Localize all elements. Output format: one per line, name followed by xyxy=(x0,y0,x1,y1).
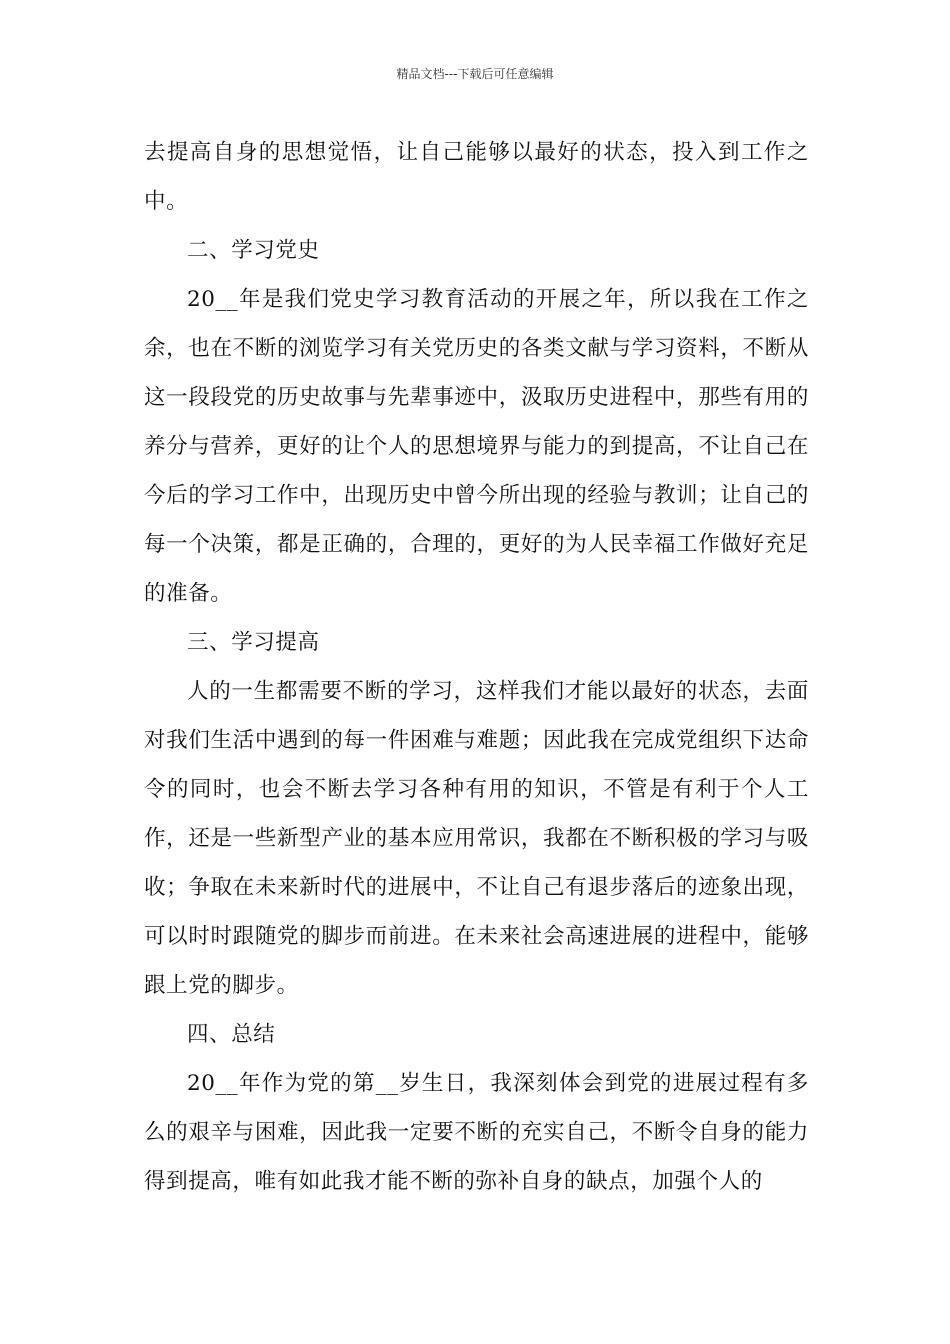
page-header: 精品文档---下载后可任意编辑 xyxy=(396,67,554,81)
paragraph-continuation: 去提高自身的思想觉悟，让自己能够以最好的状态，投入到工作之中。 xyxy=(144,140,809,214)
section-heading-3: 三、学习提高 xyxy=(187,630,320,655)
section-heading-4: 四、总结 xyxy=(187,1022,276,1047)
paragraph-study-improve: 人的一生都需要不断的学习，这样我们才能以最好的状态，去面对我们生活中遇到的每一件困难与难题；因此我在完成党组织下达命令的同时，也会不断去学习各种有用的知识，不管是有利于个人工作，还是一些新型产业的基本应用常识，我都在不断积极的学习与吸收；争取在未来新时代的进展中，不让自己有退步落后的迹象出现，可以时时跟随党的脚步而前进。在未来社会高速进展的进程中，能够跟上党的脚步。 xyxy=(144,679,809,998)
paragraph-party-history: 20__年是我们党史学习教育活动的开展之年，所以我在工作之余，也在不断的浏览学习有关党历史的各类文献与学习资料，不断从这一段段党的历史故事与先辈事迹中，汲取历史进程中，那些有用的养分与营养，更好的让个人的思想境界与能力的到提高，不让自己在今后的学习工作中，出现历史中曾今所出现的经验与教训；让自己的每一个决策，都是正确的，合理的，更好的为人民幸福工作做好充足的准备。 xyxy=(144,287,809,606)
paragraph-summary: 20__年作为党的第__岁生日，我深刻体会到党的进展过程有多么的艰辛与困难，因此我一定要不断的充实自己，不断令自身的能力得到提高，唯有如此我才能不断的弥补自身的缺点，加强个人的 xyxy=(144,1071,809,1194)
document-body xyxy=(144,128,809,1206)
section-heading-2: 二、学习党史 xyxy=(187,238,320,263)
